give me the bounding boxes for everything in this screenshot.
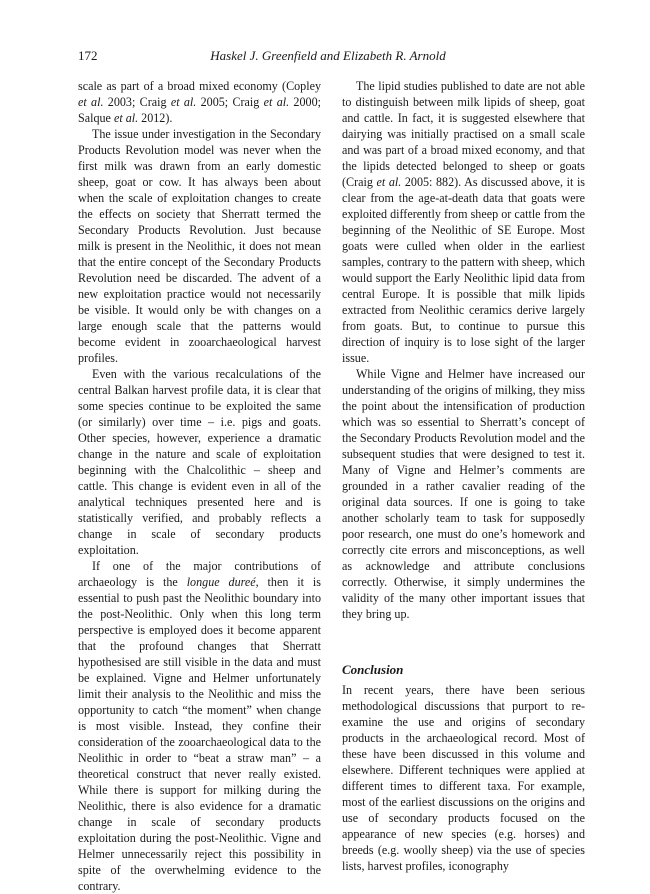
page-number: 172 [78, 48, 98, 63]
right-column [342, 78, 585, 874]
paragraph: scale as part of a broad mixed economy (Copley et al. 2003; Craig et al. 2005; Craig et al. 2000; Salque et al. 2012). [78, 79, 321, 125]
section-heading-conclusion: Conclusion [342, 662, 404, 677]
page-header [78, 48, 578, 68]
paragraph: Even with the various recalculations of the central Balkan harvest profile data, it is clear that some species continue to be exploited the same (or similarly) over time – i.e. pigs and goats. Other species, however, experience a dramatic change in the nature and scale of exploitation beginning with the Chalcolithic – sheep and cattle. This change is evident even in all of the analytical techniques presented here and is statistically verified, and probably reflects a change in scale of secondary products exploitation. [78, 367, 321, 557]
paragraph: If one of the major contributions of archaeology is the longue dureé, then it is essential to push past the Neolithic boundary into the post-Neolithic. Only when this long term perspective is employed does it become apparent that the profound changes that Sherratt hypothesised are still visible in the data and must be explained. Vigne and Helmer unfortunately limit their analysis to the Neolithic and miss the opportunity to catch “the moment” when change is most visible. Instead, they confine their consideration of the zooarchaeological data to the Neolithic in order to “beat a straw man” – a theoretical construct that never really existed. While there is support for milking during the Neolithic, there is also evidence for a dramatic change in scale of secondary products exploitation during the post-Neolithic. Vigne and Helmer unnecessarily reject this possibility in spite of the overwhelming evidence to the contrary. [78, 559, 321, 893]
paragraph: While Vigne and Helmer have increased our understanding of the origins of milking, they miss the point about the intensification of production which was so essential to Sherratt’s concept of the Secondary Products Revolution model and the subsequent studies that were designed to test it. Many of Vigne and Helmer’s comments are grounded in a rather cavalier reading of the original data sources. If one is going to take another scholarly team to task for supposedly poor research, one must do one’s homework and correctly cite errors and misconceptions, as well as acknowledge and attribute conclusions correctly. Otherwise, it simply undermines the validity of the many other important issues that they bring up. [342, 367, 585, 621]
paragraph: The issue under investigation in the Secondary Products Revolution model was never when the first milk was drawn from an early domestic sheep, goat or cow. It has always been about when the scale of exploitation changes to create the effects on society that Sherratt termed the Secondary Products Revolution. Just because milk is present in the Neolithic, it does not mean that the entire concept of the Secondary Products Revolution need be discarded. The advent of a new exploitation practice would not necessarily be visible. It would only be with changes on a large enough scale that the patterns would become evident in zooarchaeological harvest profiles. [78, 127, 321, 365]
left-column [78, 78, 321, 894]
paragraph: The lipid studies published to date are not able to distinguish between milk lipids of sheep, goat and cattle. In fact, it is suggested elsewhere that dairying was initially practised on a small scale and was part of a broad mixed economy, and that the lipids detected belonged to sheep or goats (Craig et al. 2005: 882). As discussed above, it is clear from the age-at-death data that goats were exploited differently from sheep or cattle from the beginning of the Neolithic of SE Europe. Most goats were culled when older in the earliest samples, contrary to the pattern with sheep, which would support the Early Neolithic lipid data from central Europe. It is possible that milk lipids extracted from Neolithic ceramics derive largely from goats. But, to continue to pursue this direction of inquiry is to lose sight of the larger issue. [342, 79, 586, 365]
running-head: Haskel J. Greenfield and Elizabeth R. Arnold [210, 48, 446, 63]
paragraph: In recent years, there have been serious methodological discussions that purport to re-examine the use and origins of secondary products in the archaeological record. Most of these have been discussed in this volume and elsewhere. Different techniques were applied at different times to different taxa. For example, most of the earliest discussions on the origins and use of secondary products focused on the appearance of new species (e.g. horses) and breeds (e.g. woolly sheep) via the use of species lists, harvest profiles, iconography [342, 683, 585, 873]
